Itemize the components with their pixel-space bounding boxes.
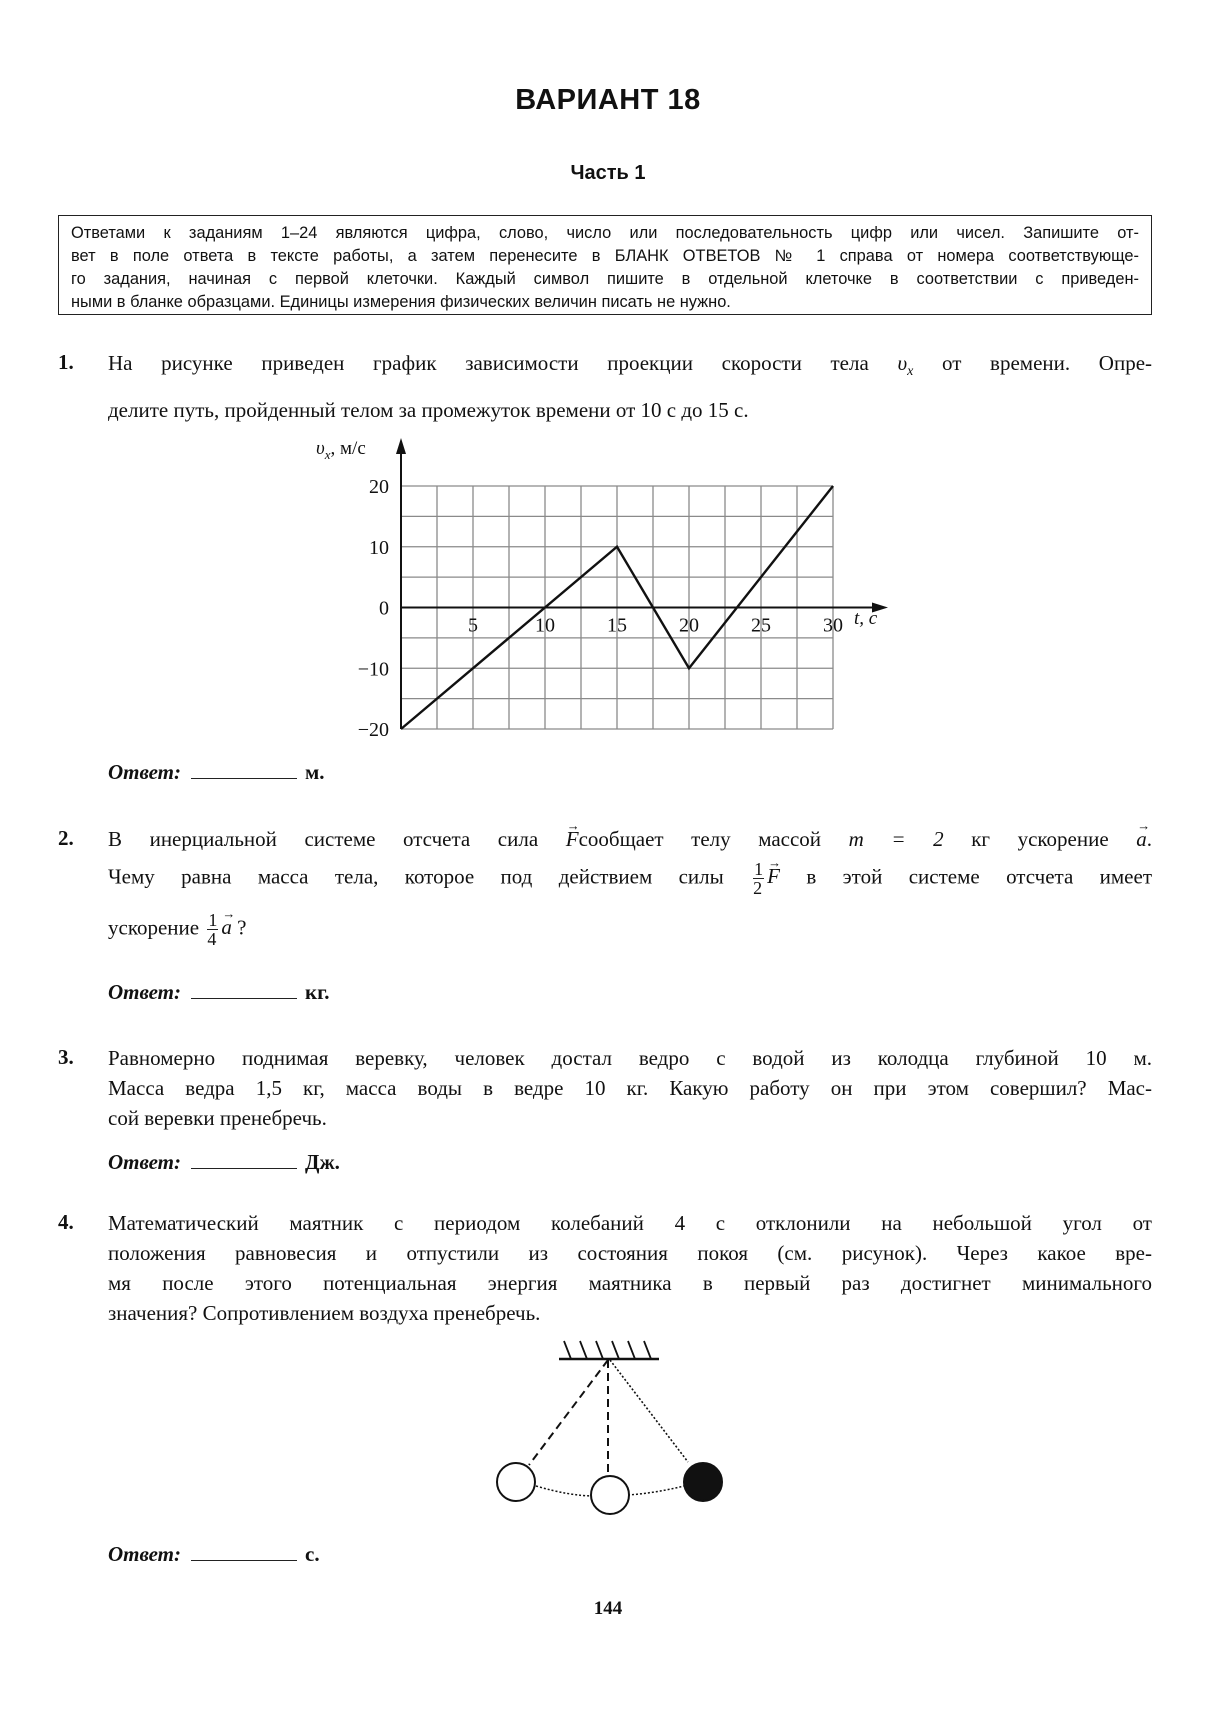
answer-blank[interactable] [191,760,297,779]
y-tick-label: 20 [369,476,389,498]
bob-right-extreme-released [684,1463,722,1501]
fraction-quarter: $\frac{1}{4}$ [207,910,218,949]
x-tick-label: 10 [535,614,555,637]
instructions-box [58,215,1152,315]
x-tick-label: 5 [468,614,478,637]
task-4-line: мя после этого потенциальная энергия маятника в первый раз достигнет минимального [108,1271,1152,1295]
x-tick-label: 15 [607,614,627,637]
answer-label: Ответ: [108,1542,181,1566]
answer-label: Ответ: [108,760,181,784]
task-2-line: Чему равна масса тела, которое под действием силы $\frac{1}{2}$ → F в этой системе отсчета имеет [108,860,1152,897]
answer-unit: кг. [305,980,330,1004]
y-tick-label: 10 [369,536,389,559]
chart-axes [396,438,888,729]
task-3-line: Равномерно поднимая веревку, человек достал ведро с водой из колодца глубиной 10 м. [108,1046,1152,1070]
x-tick-label: 25 [751,614,771,637]
task-3-line: сой веревки пренебречь. [108,1106,327,1130]
y-tick-label: −20 [357,719,389,741]
bob-left-extreme [497,1463,535,1501]
page-number: 144 [593,1598,623,1619]
x-tick-label: 30 [823,614,843,637]
instructions-line: ными в бланке образцами. Единицы измерения физических величин писать не нужно. [71,293,731,311]
force-vector: → F [767,861,780,891]
task-3-line: Масса ведра 1,5 кг, масса воды в ведре 10 кг. Какую работу он при этом совершил? Мас- [108,1076,1152,1100]
y-tick-label: 0 [379,597,389,620]
task-1-number: 1. [58,350,74,374]
string-left [529,1360,608,1465]
task-3-number: 3. [58,1045,74,1069]
pendulum-figure [470,1330,770,1520]
answer-label: Ответ: [108,1150,181,1174]
task-1-line: На рисунке приведен график зависимости проекции скорости тела $\upsilon_x$ от времени. Опре- [108,351,1153,380]
y-tick-label: −10 [357,658,389,681]
variant-title: ВАРИАНТ 18 [515,84,701,116]
y-axis-arrow-icon [396,438,406,454]
force-vector: → F [566,824,579,854]
instructions-line: го задания, начиная с первой клеточки. Каждый символ пишите в отдельной клеточке в соответствии с приведен- [71,270,1139,288]
string-right [610,1360,688,1462]
instructions-line: Ответами к заданиям 1–24 являются цифра, слово, число или последовательность цифр или чисел. Запишите от- [71,224,1139,242]
task-2-line: В инерциальной системе отсчета сила → Fсообщает телу массой m = 2 кг ускорение → a. [108,824,1152,854]
task-1-text [108,348,1152,425]
bob-equilibrium [591,1476,629,1514]
acceleration-vector: → a [1136,824,1147,854]
answer-unit: Дж. [305,1150,340,1174]
trajectory-arc [536,1486,594,1496]
velocity-time-chart [300,430,920,750]
task-2-answer [108,980,330,1005]
answer-unit: с. [305,1542,320,1566]
task-2-text [108,824,1152,948]
task-4-text [108,1208,1152,1328]
task-3-answer [108,1150,340,1175]
task-4-number: 4. [58,1210,74,1234]
acceleration-vector: → a [221,912,232,942]
fraction-half: $\frac{1}{2}$ [753,859,764,898]
answer-unit: м. [305,760,325,784]
answer-label: Ответ: [108,980,181,1004]
task-1-line: делите путь, пройденный телом за промежуток времени от 10 с до 15 с. [108,398,749,423]
trajectory-arc [628,1486,684,1495]
task-2-line: ускорение $\frac{1}{4}$ → a ? [108,911,1152,948]
answer-blank[interactable] [191,1150,297,1169]
answer-blank[interactable] [191,1542,297,1561]
x-tick-label: 20 [679,614,699,637]
task-4-line: значения? Сопротивлением воздуха пренебречь. [108,1301,541,1325]
task-1-answer [108,760,325,785]
task-4-answer [108,1542,320,1567]
task-2-number: 2. [58,826,74,850]
task-3-text [108,1043,1152,1133]
instructions-line: вет в поле ответа в тексте работы, а затем перенесите в БЛАНК ОТВЕТОВ № 1 справа от номера соответствующе- [71,247,1139,265]
x-axis-label: t, c [854,608,878,629]
task-4-line: положения равновесия и отпустили из состояния покоя (см. рисунок). Через какое вре- [108,1241,1152,1265]
velocity-symbol: $\upsilon_x$ [897,351,914,380]
y-axis-label: $\upsilon_x$, м/с [316,438,366,462]
ceiling-support [559,1341,659,1359]
answer-blank[interactable] [191,980,297,999]
part-title: Часть 1 [570,162,646,184]
task-4-line: Математический маятник с периодом колебаний 4 с отклонили на небольшой угол от [108,1211,1152,1235]
